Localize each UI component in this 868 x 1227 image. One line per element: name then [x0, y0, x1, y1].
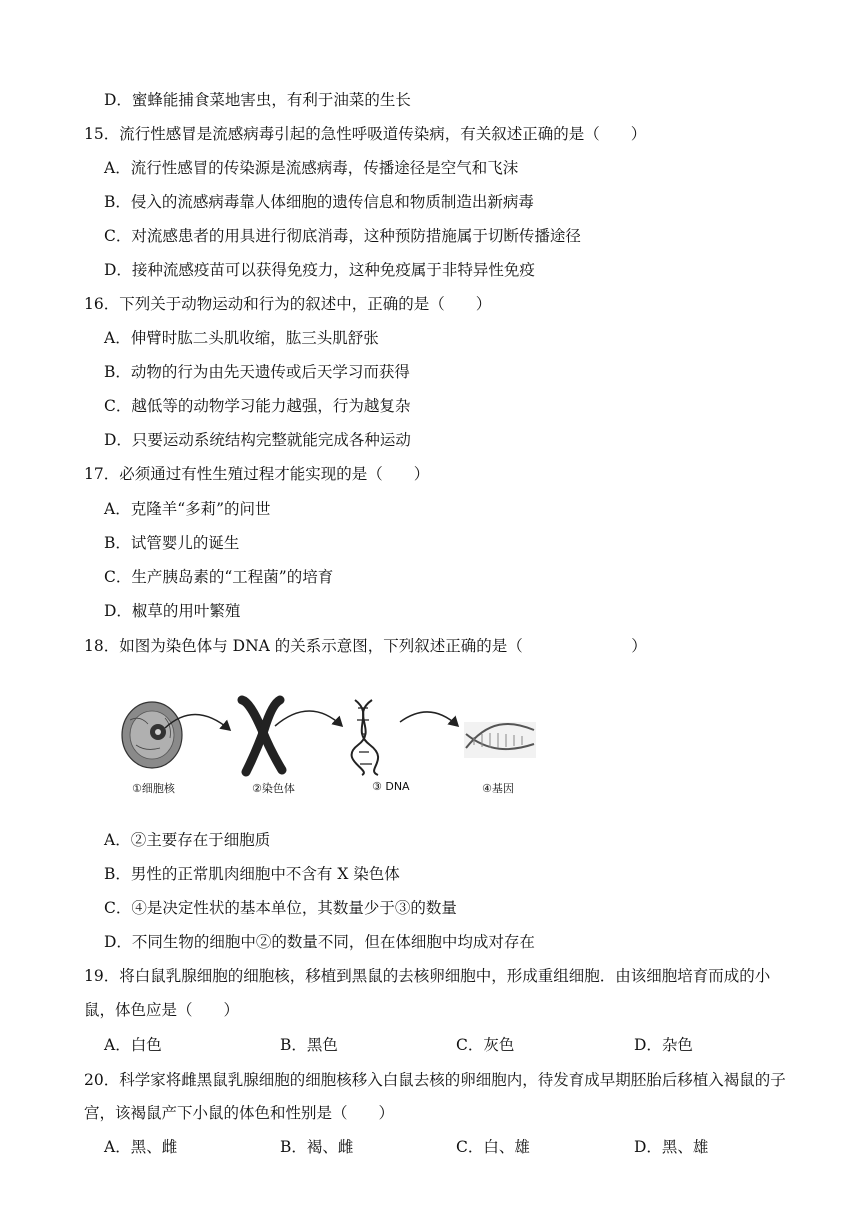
- q15-option-c: C．对流感患者的用具进行彻底消毒，这种预防措施属于切断传播途径: [104, 227, 581, 245]
- q15-option-d: D．接种流感疫苗可以获得免疫力，这种免疫属于非特异性免疫: [104, 261, 535, 279]
- q15-option-b: B．侵入的流感病毒靠人体细胞的遗传信息和物质制造出新病毒: [104, 193, 534, 211]
- q20-option-c: C．白、雄: [456, 1138, 530, 1156]
- q18-option-d: D．不同生物的细胞中②的数量不同，但在体细胞中均成对存在: [104, 933, 535, 951]
- caption-dna: ③ DNA: [372, 780, 410, 793]
- q18-option-a: A．②主要存在于细胞质: [104, 831, 271, 849]
- q17-option-a: A．克隆羊“多莉”的问世: [104, 500, 271, 518]
- q16-stem: 16．下列关于动物运动和行为的叙述中，正确的是（ ）: [84, 295, 492, 313]
- cell-nucleus-image: [122, 702, 182, 768]
- q19-option-c: C．灰色: [456, 1036, 515, 1054]
- q20-option-b: B．褐、雌: [280, 1138, 354, 1156]
- q15-stem: 15．流行性感冒是流感病毒引起的急性呼吸道传染病，有关叙述正确的是（ ）: [84, 125, 647, 143]
- q19-stem-line2: 鼠，体色应是（ ）: [84, 1001, 240, 1019]
- q17-stem: 17．必须通过有性生殖过程才能实现的是（ ）: [84, 465, 430, 483]
- q19-option-a: A．白色: [104, 1036, 162, 1054]
- caption-gene: ④基因: [482, 782, 514, 795]
- q14-option-d: D．蜜蜂能捕食菜地害虫，有利于油菜的生长: [104, 91, 411, 109]
- q18-option-c: C．④是决定性状的基本单位，其数量少于③的数量: [104, 899, 457, 917]
- q19-option-d: D．杂色: [634, 1036, 693, 1054]
- q17-option-b: B．试管婴儿的诞生: [104, 534, 240, 552]
- q17-option-d: D．椒草的用叶繁殖: [104, 602, 241, 620]
- caption-chromosome: ②染色体: [252, 782, 295, 795]
- gene-image: [464, 722, 536, 758]
- q16-option-d: D．只要运动系统结构完整就能完成各种运动: [104, 431, 411, 449]
- q19-stem-line1: 19．将白鼠乳腺细胞的细胞核，移植到黑鼠的去核卵细胞中，形成重组细胞．由该细胞培育而成的小: [84, 967, 771, 985]
- q15-option-a: A．流行性感冒的传染源是流感病毒，传播途径是空气和飞沫: [104, 159, 519, 177]
- chromosome-dna-figure: [110, 690, 550, 800]
- q20-stem-line2: 宫，该褐鼠产下小鼠的体色和性别是（ ）: [84, 1104, 395, 1122]
- q17-option-c: C．生产胰岛素的“工程菌”的培育: [104, 568, 334, 586]
- dna-helix-image: [352, 700, 379, 775]
- chromosome-image: [242, 700, 282, 772]
- q16-option-c: C．越低等的动物学习能力越强，行为越复杂: [104, 397, 411, 415]
- figure-illustration: [110, 690, 550, 780]
- q18-option-b: B．男性的正常肌肉细胞中不含有 X 染色体: [104, 865, 400, 883]
- q16-option-b: B．动物的行为由先天遗传或后天学习而获得: [104, 363, 410, 381]
- q20-option-d: D．黑、雄: [634, 1138, 709, 1156]
- q19-option-b: B．黑色: [280, 1036, 338, 1054]
- q18-stem: 18．如图为染色体与 DNA 的关系示意图，下列叙述正确的是（ ）: [84, 637, 647, 655]
- q16-option-a: A．伸臂时肱二头肌收缩，肱三头肌舒张: [104, 329, 379, 347]
- q20-stem-line1: 20．科学家将雌黑鼠乳腺细胞的细胞核移入白鼠去核的卵细胞内，待发育成早期胚胎后移植入褐鼠的子: [84, 1071, 786, 1089]
- q20-option-a: A．黑、雌: [104, 1138, 178, 1156]
- caption-cell-nucleus: ①细胞核: [132, 782, 175, 795]
- q20-options: [104, 1137, 804, 1157]
- q19-options: [104, 1035, 804, 1055]
